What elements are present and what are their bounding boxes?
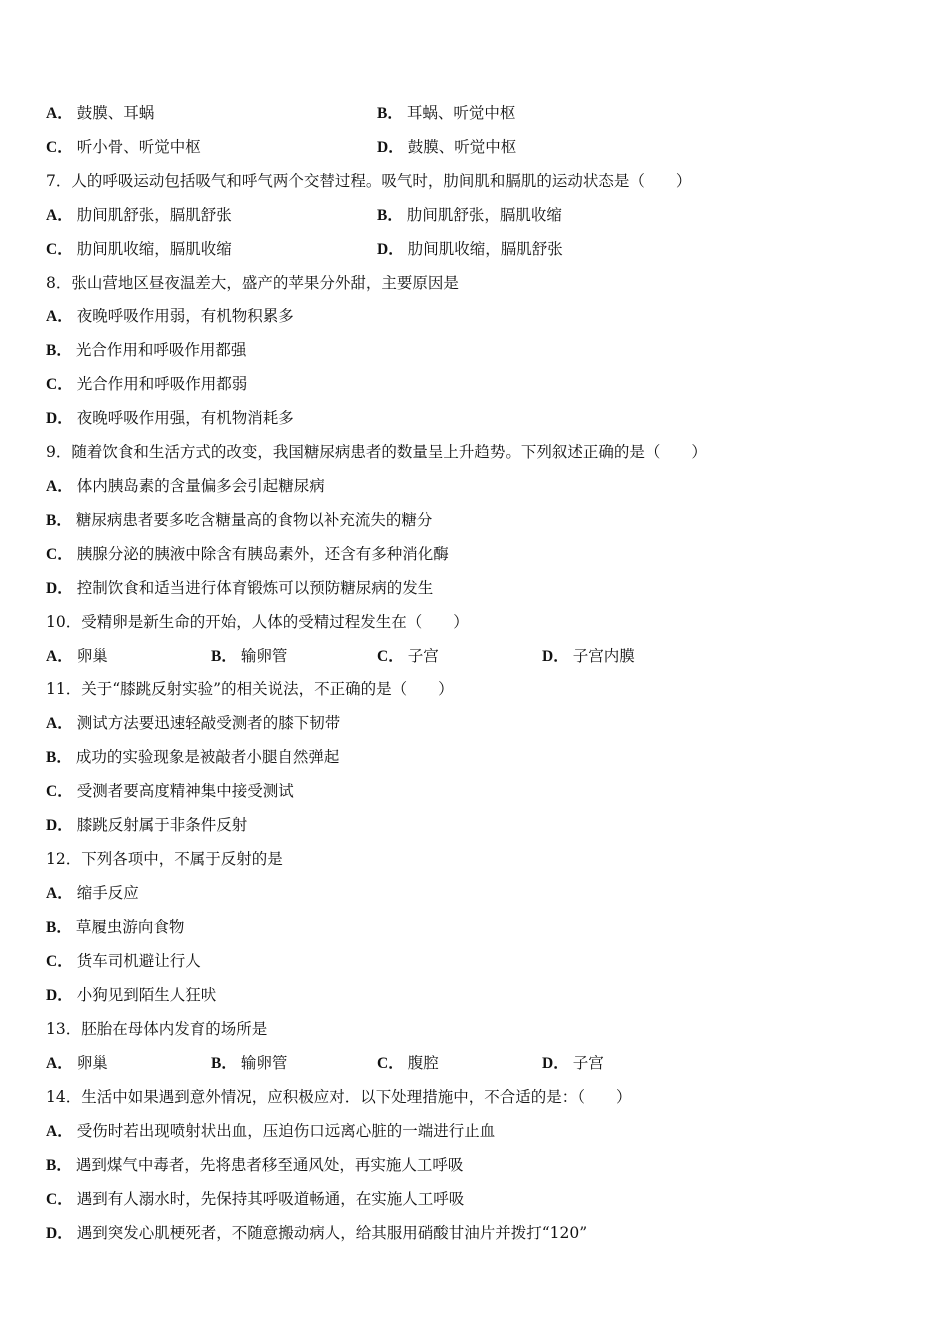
option-text: 体内胰岛素的含量偏多会引起糖尿病 xyxy=(76,477,325,495)
q12-option-d xyxy=(46,985,216,1006)
q9-option-c xyxy=(46,544,449,565)
q13-stem: 13．胚胎在母体内发育的场所是 xyxy=(46,1020,268,1038)
q11-option-c xyxy=(46,781,294,802)
q12-option-c xyxy=(46,951,201,972)
option-text: 膝跳反射属于非条件反射 xyxy=(76,816,248,834)
option-text: 子宫 xyxy=(407,647,439,665)
option-text: 卵巢 xyxy=(76,647,108,665)
option-key: B． xyxy=(211,1055,237,1072)
q6-option-d xyxy=(377,137,516,158)
option-text: 腹腔 xyxy=(407,1054,439,1072)
q14-option-a xyxy=(46,1121,495,1142)
q11-option-d xyxy=(46,815,247,836)
option-text: 子宫内膜 xyxy=(572,647,635,665)
q6-option-b xyxy=(377,103,515,124)
q8-option-c xyxy=(46,374,247,395)
option-key: A． xyxy=(46,478,73,495)
option-text: 光合作用和呼吸作用都强 xyxy=(75,341,247,359)
option-key: C． xyxy=(46,139,73,156)
q13-option-d xyxy=(542,1053,604,1074)
option-text: 输卵管 xyxy=(240,1054,288,1072)
option-key: A． xyxy=(46,1123,73,1140)
option-key: B． xyxy=(377,105,403,122)
option-text: 受测者要高度精神集中接受测试 xyxy=(76,782,294,800)
option-key: A． xyxy=(46,648,73,665)
option-key: B． xyxy=(46,512,72,529)
option-key: A． xyxy=(46,207,73,224)
q14-stem: 14．生活中如果遇到意外情况，应积极应对．以下处理措施中，不合适的是：（ ） xyxy=(46,1088,632,1106)
q14-option-c xyxy=(46,1189,464,1210)
option-text: 鼓膜、耳蜗 xyxy=(76,104,155,122)
option-key: D． xyxy=(377,241,404,258)
q6-option-c xyxy=(46,137,201,158)
option-key: C． xyxy=(377,648,404,665)
option-key: C． xyxy=(46,376,73,393)
q8-option-a xyxy=(46,306,294,327)
option-text: 光合作用和呼吸作用都弱 xyxy=(76,375,248,393)
q11-stem: 11．关于“膝跳反射实验”的相关说法，不正确的是（ ） xyxy=(46,680,454,698)
option-text: 耳蜗、听觉中枢 xyxy=(406,104,516,122)
option-key: D． xyxy=(46,817,73,834)
option-text: 输卵管 xyxy=(240,647,288,665)
q14-option-d xyxy=(46,1223,587,1244)
option-key: C． xyxy=(46,241,73,258)
option-text: 子宫 xyxy=(572,1054,604,1072)
option-text: 成功的实验现象是被敲者小腿自然弹起 xyxy=(75,748,340,766)
option-key: D． xyxy=(46,1225,73,1242)
option-key: B． xyxy=(46,1157,72,1174)
option-key: B． xyxy=(46,919,72,936)
q14-option-b xyxy=(46,1155,463,1176)
option-text: 肋间肌收缩，膈肌舒张 xyxy=(407,240,563,258)
q8-option-d xyxy=(46,408,294,429)
q7-option-c xyxy=(46,239,232,260)
option-text: 小狗见到陌生人狂吠 xyxy=(76,986,217,1004)
option-key: A． xyxy=(46,715,73,732)
option-key: B． xyxy=(46,749,72,766)
option-text: 遇到突发心肌梗死者，不随意搬动病人，给其服用硝酸甘油片并拨打“120” xyxy=(76,1224,588,1242)
q13-option-b xyxy=(211,1053,287,1074)
option-text: 缩手反应 xyxy=(76,884,139,902)
option-key: A． xyxy=(46,105,73,122)
q7-option-b xyxy=(377,205,562,226)
option-key: D． xyxy=(46,410,73,427)
option-text: 胰腺分泌的胰液中除含有胰岛素外，还含有多种消化酶 xyxy=(76,545,449,563)
option-key: A． xyxy=(46,885,73,902)
q7-stem: 7．人的呼吸运动包括吸气和呼气两个交替过程。吸气时，肋间肌和膈肌的运动状态是（ ） xyxy=(46,172,692,190)
q6-option-a xyxy=(46,103,154,124)
q8-option-b xyxy=(46,340,246,361)
option-text: 夜晚呼吸作用强，有机物消耗多 xyxy=(76,409,294,427)
option-key: B． xyxy=(377,207,403,224)
q10-option-d xyxy=(542,646,635,667)
option-key: D． xyxy=(46,580,73,597)
option-key: B． xyxy=(46,342,72,359)
q10-option-a xyxy=(46,646,108,667)
option-key: A． xyxy=(46,308,73,325)
option-key: B． xyxy=(211,648,237,665)
q11-option-b xyxy=(46,747,339,768)
option-text: 糖尿病患者要多吃含糖量高的食物以补充流失的糖分 xyxy=(75,511,433,529)
option-text: 遇到煤气中毒者，先将患者移至通风处，再实施人工呼吸 xyxy=(75,1156,464,1174)
q10-option-c xyxy=(377,646,439,667)
option-text: 听小骨、听觉中枢 xyxy=(76,138,201,156)
q12-stem: 12．下列各项中，不属于反射的是 xyxy=(46,850,283,868)
option-text: 控制饮食和适当进行体育锻炼可以预防糖尿病的发生 xyxy=(76,579,434,597)
option-key: C． xyxy=(46,1191,73,1208)
option-text: 鼓膜、听觉中枢 xyxy=(407,138,517,156)
q8-stem: 8．张山营地区昼夜温差大，盛产的苹果分外甜，主要原因是 xyxy=(46,274,459,292)
option-text: 遇到有人溺水时，先保持其呼吸道畅通，在实施人工呼吸 xyxy=(76,1190,465,1208)
q9-stem: 9．随着饮食和生活方式的改变，我国糖尿病患者的数量呈上升趋势。下列叙述正确的是（ ） xyxy=(46,443,707,461)
option-key: C． xyxy=(46,953,73,970)
option-text: 货车司机避让行人 xyxy=(76,952,201,970)
option-key: D． xyxy=(46,987,73,1004)
option-text: 卵巢 xyxy=(76,1054,108,1072)
q11-option-a xyxy=(46,713,340,734)
q7-option-d xyxy=(377,239,563,260)
q7-option-a xyxy=(46,205,232,226)
option-key: A． xyxy=(46,1055,73,1072)
option-key: D． xyxy=(542,1055,569,1072)
option-text: 夜晚呼吸作用弱，有机物积累多 xyxy=(76,307,294,325)
option-text: 受伤时若出现喷射状出血，压迫伤口远离心脏的一端进行止血 xyxy=(76,1122,496,1140)
q12-option-b xyxy=(46,917,184,938)
q10-option-b xyxy=(211,646,287,667)
option-key: D． xyxy=(377,139,404,156)
option-text: 肋间肌舒张，膈肌收缩 xyxy=(406,206,562,224)
option-text: 肋间肌收缩，膈肌收缩 xyxy=(76,240,232,258)
q10-stem: 10．受精卵是新生命的开始，人体的受精过程发生在（ ） xyxy=(46,613,469,631)
option-text: 草履虫游向食物 xyxy=(75,918,185,936)
option-key: C． xyxy=(46,546,73,563)
option-text: 肋间肌舒张，膈肌舒张 xyxy=(76,206,232,224)
option-key: D． xyxy=(542,648,569,665)
q9-option-b xyxy=(46,510,432,531)
option-key: C． xyxy=(46,783,73,800)
q13-option-a xyxy=(46,1053,108,1074)
q13-option-c xyxy=(377,1053,439,1074)
option-text: 测试方法要迅速轻敲受测者的膝下韧带 xyxy=(76,714,341,732)
q12-option-a xyxy=(46,883,139,904)
q9-option-d xyxy=(46,578,433,599)
option-key: C． xyxy=(377,1055,404,1072)
q9-option-a xyxy=(46,476,325,497)
